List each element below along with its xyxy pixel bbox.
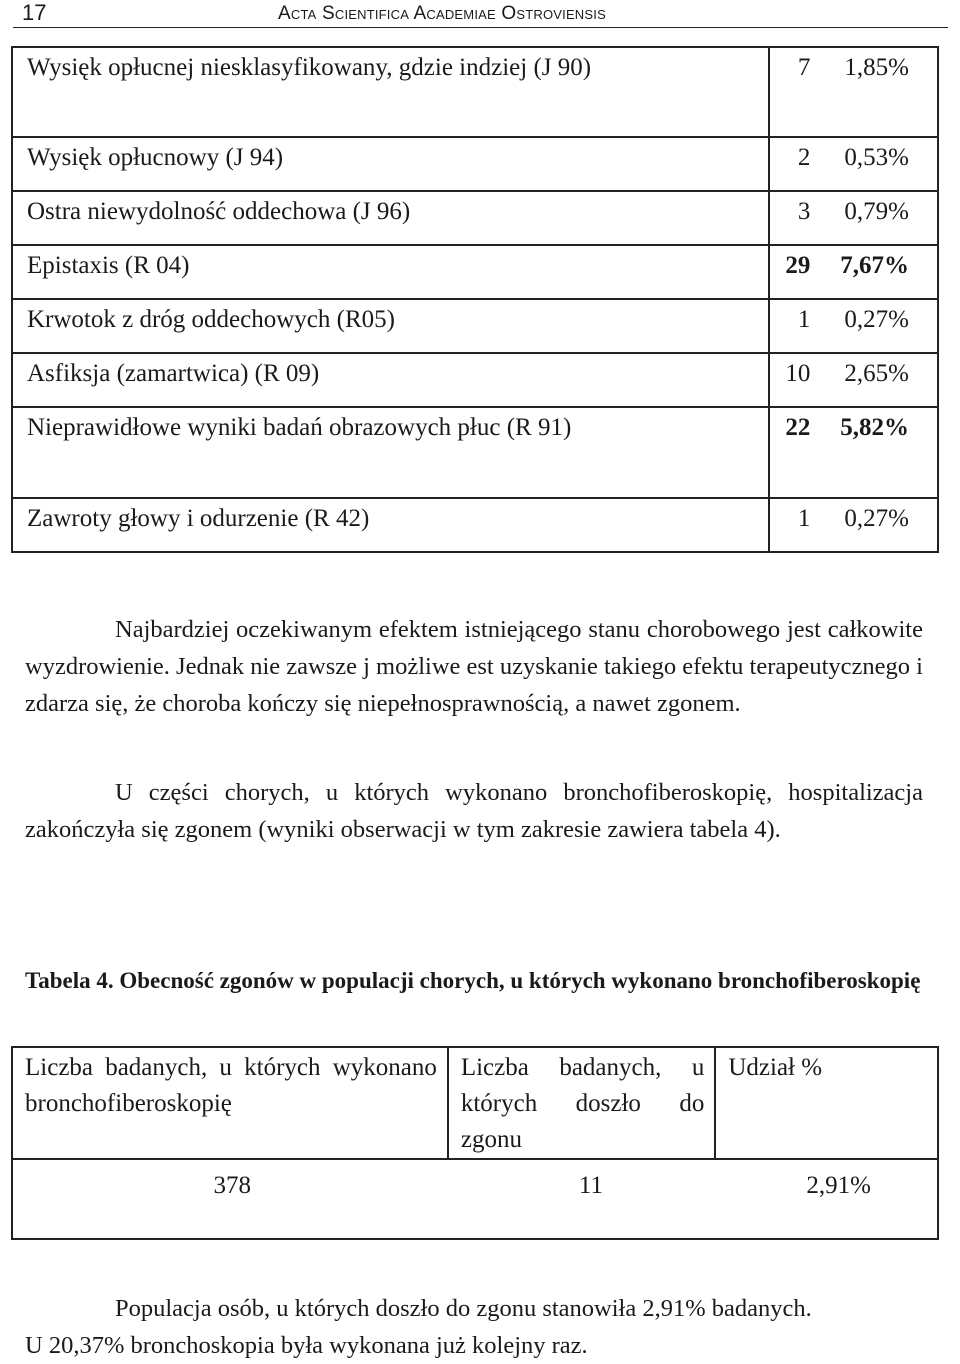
diagnosis-percent: 5,82%: [840, 414, 909, 441]
page-number: 17: [22, 0, 47, 25]
mortality-table: [11, 1046, 939, 1240]
table4-header-row: [12, 1047, 938, 1159]
diagnosis-row: [12, 245, 938, 299]
diagnosis-stats: [769, 353, 938, 407]
diagnosis-count: 1: [797, 306, 811, 333]
diagnosis-stats-row: [770, 356, 909, 392]
diagnosis-count: 29: [785, 252, 811, 279]
diagnosis-row: [12, 137, 938, 191]
diagnosis-count: 2: [797, 144, 811, 171]
diagnosis-stats: [769, 191, 938, 245]
diagnosis-percent: 0,27%: [844, 505, 909, 532]
diagnosis-count: 1: [797, 505, 811, 532]
diagnosis-percent: 0,79%: [844, 198, 909, 225]
diagnosis-name: Krwotok z dróg oddechowych (R05): [12, 299, 769, 353]
diagnosis-count: 10: [785, 360, 811, 387]
table4-data-row: [12, 1159, 938, 1239]
diagnosis-stats: [769, 245, 938, 299]
table4-data-cell: [12, 1159, 938, 1239]
diagnosis-percent: 7,67%: [840, 252, 909, 279]
diagnosis-row: [12, 407, 938, 498]
diagnosis-name: Wysięk opłucnej niesklasyfikowany, gdzie indziej (J 90): [12, 47, 769, 137]
diagnosis-stats-row: [770, 140, 909, 176]
journal-title: Acta Scientifica Academiae Ostroviensis: [278, 3, 606, 24]
diagnosis-stats-row: [770, 194, 909, 230]
diagnosis-stats: [769, 137, 938, 191]
diagnosis-row: [12, 353, 938, 407]
page-header: [0, 0, 960, 28]
diagnosis-stats-row: [770, 302, 909, 338]
table4-caption: Tabela 4. Obecność zgonów w populacji chorych, u których wykonano bronchofiberoskopię: [25, 968, 921, 993]
diagnosis-percent: 1,85%: [844, 54, 909, 81]
diagnosis-row: [12, 498, 938, 552]
diagnosis-count: 7: [797, 54, 811, 81]
table4-header-deaths: Liczba badanych, u których doszło do zgonu: [448, 1047, 716, 1159]
diagnosis-stats: [769, 498, 938, 552]
diagnosis-name: Zawroty głowy i odurzenie (R 42): [12, 498, 769, 552]
diagnosis-row: [12, 299, 938, 353]
diagnosis-stats-row: [770, 410, 909, 446]
diagnosis-stats: [769, 299, 938, 353]
summary-line-2: U 20,37% bronchoskopia była wykonana już kolejny raz.: [25, 1332, 588, 1359]
diagnosis-percent: 0,53%: [844, 144, 909, 171]
diagnosis-count: 3: [797, 198, 811, 225]
table4-value-deaths: 11: [578, 1172, 603, 1199]
diagnosis-count: 22: [785, 414, 811, 441]
table4-header-examined: Liczba badanych, u których wykonano bronchofiberoskopię: [12, 1047, 448, 1159]
table4-header-share: Udział %: [715, 1047, 938, 1159]
diagnosis-stats: [769, 47, 938, 137]
table4-value-share: 2,91%: [806, 1172, 871, 1199]
diagnosis-stats-row: [770, 50, 909, 86]
diagnosis-table: [11, 46, 939, 553]
summary-text: [25, 1290, 945, 1364]
diagnosis-name: Nieprawidłowe wyniki badań obrazowych płuc (R 91): [12, 407, 769, 498]
paragraph-outcome: Najbardziej oczekiwanym efektem istniejącego stanu chorobowego jest całkowite wyzdrowienie. Jednak nie zawsze j możliwe est uzyskanie takiego efektu terapeutycznego i zdarza się, że choroba kończy się niepełnosprawnością, a nawet zgonem.: [25, 616, 923, 717]
diagnosis-name: Ostra niewydolność oddechowa (J 96): [12, 191, 769, 245]
header-rule: [13, 27, 948, 28]
diagnosis-row: [12, 47, 938, 137]
diagnosis-name: Wysięk opłucnowy (J 94): [12, 137, 769, 191]
diagnosis-name: Epistaxis (R 04): [12, 245, 769, 299]
summary-line-1: Populacja osób, u których doszło do zgonu stanowiła 2,91% badanych.: [115, 1295, 812, 1322]
diagnosis-percent: 2,65%: [844, 360, 909, 387]
diagnosis-stats-row: [770, 501, 909, 537]
diagnosis-stats-row: [770, 248, 909, 284]
diagnosis-stats: [769, 407, 938, 498]
paragraph-mortality: U części chorych, u których wykonano bronchofiberoskopię, hospitalizacja zakończyła się zgonem (wyniki obserwacji w tym zakresie zawiera tabela 4).: [25, 779, 923, 843]
diagnosis-name: Asfiksja (zamartwica) (R 09): [12, 353, 769, 407]
diagnosis-row: [12, 191, 938, 245]
diagnosis-percent: 0,27%: [844, 306, 909, 333]
table4-value-examined: 378: [213, 1172, 251, 1199]
